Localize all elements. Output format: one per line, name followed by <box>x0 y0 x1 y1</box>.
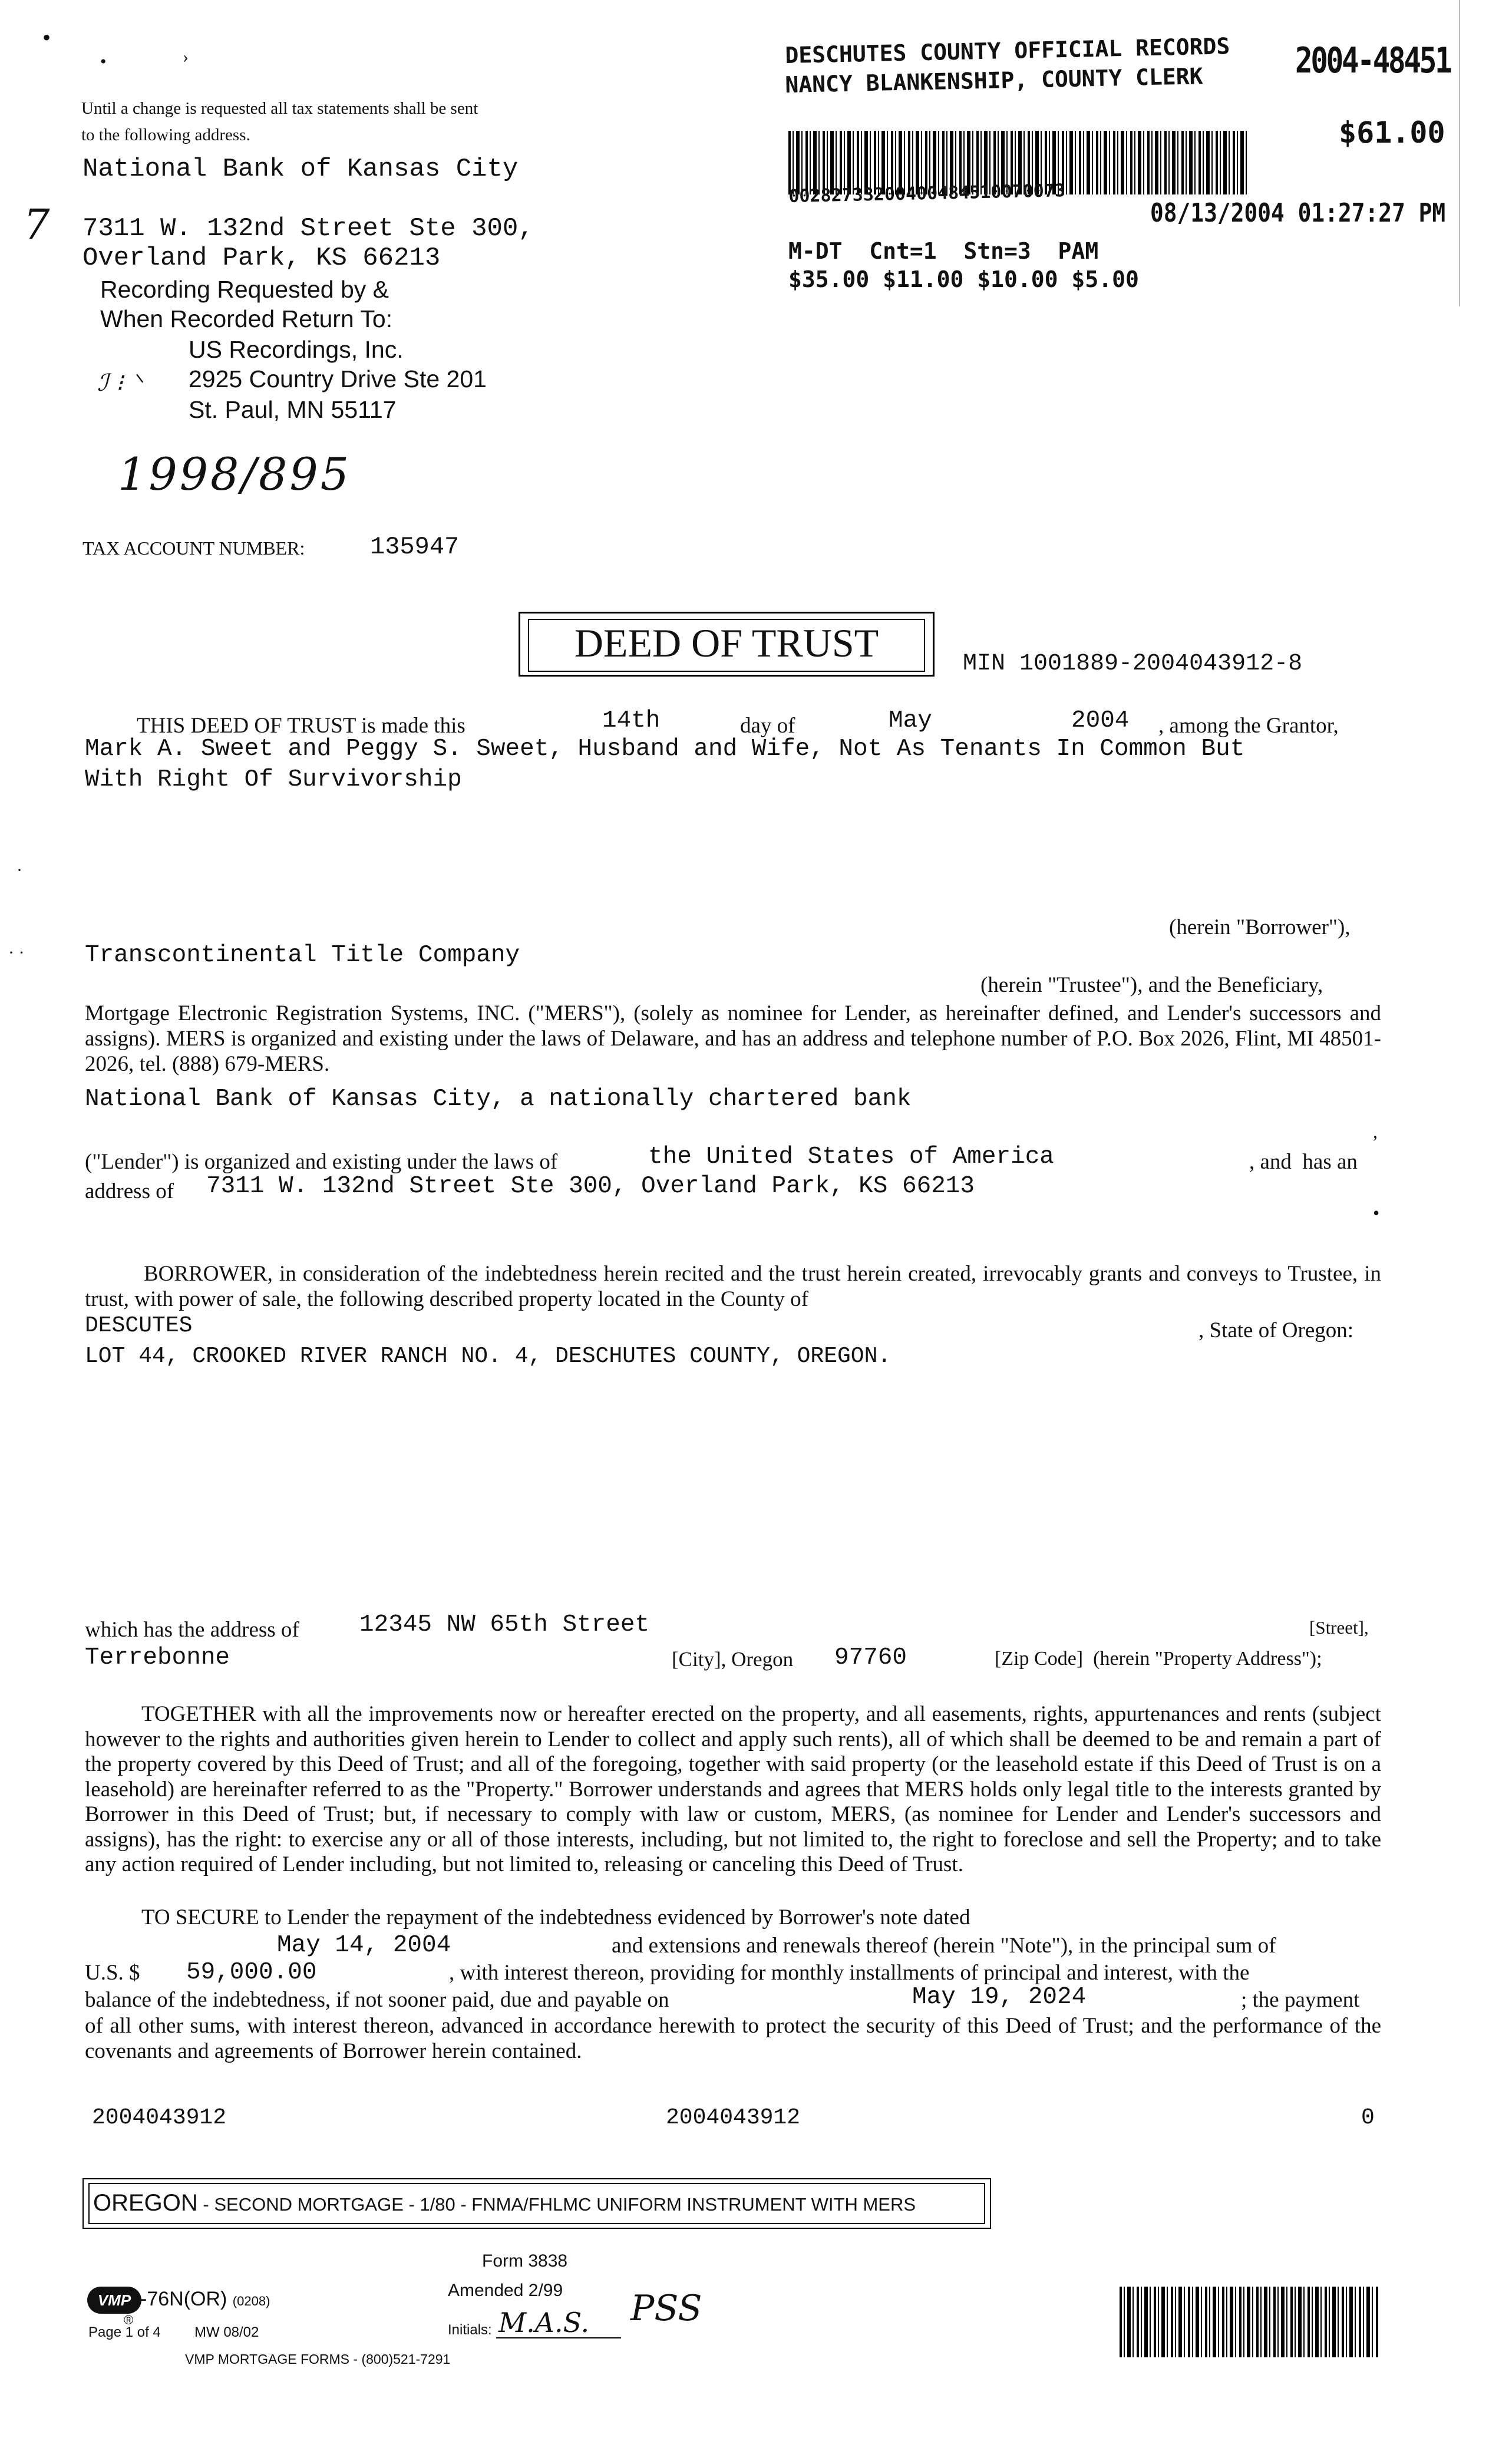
secure-rest: of all other sums, with interest thereon, advanced in accordance herewith to protect the security of this Deed of Trust; and the performance of the covenants and agreements of Borrower herein contained. <box>85 2014 1381 2063</box>
county-value: DESCUTES <box>85 1313 193 1338</box>
among-grantor-text: , among the Grantor, <box>1158 714 1339 738</box>
recording-barcode-number: 00282733200400484510070073 <box>788 180 1066 207</box>
return-name: US Recordings, Inc. <box>189 336 404 363</box>
vmp-logo-text: VMP <box>97 2291 131 2309</box>
tax-account-label: TAX ACCOUNT NUMBER: <box>82 537 305 559</box>
property-city: Terrebonne <box>85 1644 230 1671</box>
loan-number-2: 2004043912 <box>666 2105 801 2130</box>
grantor-line1: Mark A. Sweet and Peggy S. Sweet, Husband and Wife, Not As Tenants In Common But <box>85 735 1245 763</box>
has-an-text: , and has an <box>1249 1150 1358 1174</box>
margin-mark: , <box>1373 1121 1378 1142</box>
tax-address-line2: Overland Park, KS 66213 <box>82 243 441 273</box>
recording-requested-label: Recording Requested by & <box>100 276 389 303</box>
page-number: Page 1 of 4 <box>88 2324 161 2340</box>
secure-intro: TO SECURE to Lender the repayment of the indebtedness evidenced by Borrower's note dated <box>141 1905 970 1929</box>
margin-mark: • <box>1373 1202 1380 1223</box>
us-dollar-label: U.S. $ <box>85 1961 140 1985</box>
margin-mark: · <box>16 860 22 880</box>
tax-name: National Bank of Kansas City <box>82 154 519 184</box>
lender-name: National Bank of Kansas City, a nationally chartered bank <box>85 1086 912 1113</box>
tax-notice-line2: to the following address. <box>81 126 250 144</box>
lender-country: the United States of America <box>648 1143 1054 1170</box>
initials-handwritten-1: M.A.S. <box>498 2307 590 2338</box>
form-title <box>93 2190 916 2216</box>
lender-org-text: ("Lender") is organized and existing under the laws of <box>85 1150 558 1174</box>
state-text: , State of Oregon: <box>1198 1318 1354 1342</box>
balance-text: balance of the indebtedness, if not sooner paid, due and payable on <box>85 1988 669 2012</box>
property-street: 12345 NW 65th Street <box>359 1611 650 1638</box>
initials-handwritten-2: PSS <box>630 2288 702 2329</box>
payment-text: ; the payment <box>1241 1988 1360 2012</box>
scan-edge-artifact <box>1459 0 1460 306</box>
margin-mark: • <box>100 52 107 71</box>
form-description: - SECOND MORTGAGE - 1/80 - FNMA/FHLMC UNIFORM INSTRUMENT WITH MERS <box>197 2194 916 2215</box>
month-value: May <box>889 707 932 734</box>
together-paragraph: TOGETHER with all the improvements now or hereafter erected on the property, and all easements, rights, appurtenances and rents (subject however to the rights and authorities given herein to Lender to collect and apply such rents), all of which shall be deemed to be and remain a part of the property covered by this Deed of Trust; and all of the foregoing, together with said property (or the leasehold estate if this Deed of Trust is on a leasehold) are hereinafter referred to as the "Property." Borrower understands and agrees that MERS holds only legal title to the interests granted by Borrower in this Deed of Trust; but, if necessary to comply with law or custom, MERS, (as nominee for Lender and Lender's successors and assigns), has the right: to exercise any or all of those interests, including, but not limited to, the right to foreclose and sell the Property; and to take any action required of Lender including, but not limited to, releasing or canceling this Deed of Trust. <box>85 1702 1381 1876</box>
registered-mark: ® <box>124 2313 134 2327</box>
note-date: May 14, 2004 <box>277 1932 451 1959</box>
legal-description: LOT 44, CROOKED RIVER RANCH NO. 4, DESCHUTES COUNTY, OREGON. <box>85 1344 892 1369</box>
mw-code: MW 08/02 <box>194 2324 259 2340</box>
city-label: [City], Oregon <box>672 1648 794 1671</box>
vmp-logo-icon <box>87 2287 141 2314</box>
form-state: OREGON <box>93 2190 198 2216</box>
page-title: DEED OF TRUST <box>574 621 879 665</box>
trustee-name: Transcontinental Title Company <box>85 942 520 969</box>
min-number: MIN 1001889-2004043912-8 <box>963 651 1303 677</box>
with-interest-text: , with interest thereon, providing for monthly installments of principal and interest, with the <box>449 1961 1250 1985</box>
return-address-line2: St. Paul, MN 55117 <box>189 396 397 423</box>
address-of-text: address of <box>85 1179 174 1203</box>
principal-amount: 59,000.00 <box>186 1959 317 1986</box>
vmp-form-code: -76N(OR) <box>140 2288 227 2310</box>
handwritten-scribble: ℐ ⁝ ⸌ <box>97 370 143 397</box>
footer-barcode <box>1120 2287 1379 2357</box>
recording-clerk: NANCY BLANKENSHIP, COUNTY CLERK <box>785 63 1203 98</box>
borrower-label: (herein "Borrower"), <box>1169 915 1351 939</box>
vmp-forms-contact: VMP MORTGAGE FORMS - (800)521-7291 <box>185 2351 451 2367</box>
when-recorded-label: When Recorded Return To: <box>100 305 393 332</box>
initials-label: Initials: <box>448 2322 492 2338</box>
due-date: May 19, 2024 <box>912 1984 1087 2011</box>
tax-notice-line1: Until a change is requested all tax statements shall be sent <box>81 99 478 118</box>
grantor-line2: With Right Of Survivorship <box>85 766 462 793</box>
day-of-text: day of <box>740 714 795 738</box>
street-label: [Street], <box>1309 1617 1369 1638</box>
margin-bracket-mark: 7 <box>24 200 50 249</box>
form-number: Form 3838 <box>482 2251 568 2271</box>
return-address-line1: 2925 Country Drive Ste 201 <box>189 365 487 392</box>
lender-address: 7311 W. 132nd Street Ste 300, Overland Park, KS 66213 <box>206 1173 975 1200</box>
day-value: 14th <box>602 707 661 734</box>
year-value: 2004 <box>1071 707 1130 734</box>
recording-doc-number: 2004-48451 <box>1295 40 1451 81</box>
margin-mark: · · <box>8 943 25 962</box>
which-has-text: which has the address of <box>85 1618 299 1642</box>
recording-office: DESCHUTES COUNTY OFFICIAL RECORDS <box>785 33 1230 68</box>
vmp-form-date: (0208) <box>232 2294 270 2308</box>
recording-fee-total: $61.00 <box>1339 116 1445 150</box>
margin-mark: › <box>183 47 189 67</box>
made-this-text: THIS DEED OF TRUST is made this <box>137 714 465 738</box>
extensions-text: and extensions and renewals thereof (herein "Note"), in the principal sum of <box>612 1934 1276 1958</box>
recording-codes: M-DT Cnt=1 Stn=3 PAM <box>788 238 1099 264</box>
loan-number-1: 2004043912 <box>92 2105 227 2130</box>
tax-address-line1: 7311 W. 132nd Street Ste 300, <box>82 214 534 243</box>
handwritten-number: 1998/895 <box>118 448 352 500</box>
vmp-code <box>140 2288 270 2311</box>
footer-zero: 0 <box>1361 2105 1375 2130</box>
recording-fees: $35.00 $11.00 $10.00 $5.00 <box>788 266 1139 292</box>
amended-date: Amended 2/99 <box>448 2281 563 2300</box>
margin-mark: • <box>42 24 51 51</box>
conveyance-paragraph: BORROWER, in consideration of the indebtedness herein recited and the trust herein created, irrevocably grants and conveys to Trustee, in trust, with power of sale, the following described property located in the County of <box>85 1262 1381 1311</box>
tax-account-number: 135947 <box>370 533 460 561</box>
property-zip: 97760 <box>834 1644 907 1671</box>
trustee-label: (herein "Trustee"), and the Beneficiary, <box>980 973 1323 997</box>
recording-date-time: 08/13/2004 01:27:27 PM <box>1150 198 1446 228</box>
mers-paragraph: Mortgage Electronic Registration Systems, INC. ("MERS"), (solely as nominee for Lender, as hereinafter defined, and Lender's successors and assigns). MERS is organized and existing under the laws of Delaware, and has an address and telephone number of P.O. Box 2026, Flint, MI 48501-2026, tel. (888) 679-MERS. <box>85 1001 1381 1076</box>
zip-label: [Zip Code] (herein "Property Address"); <box>995 1648 1322 1670</box>
